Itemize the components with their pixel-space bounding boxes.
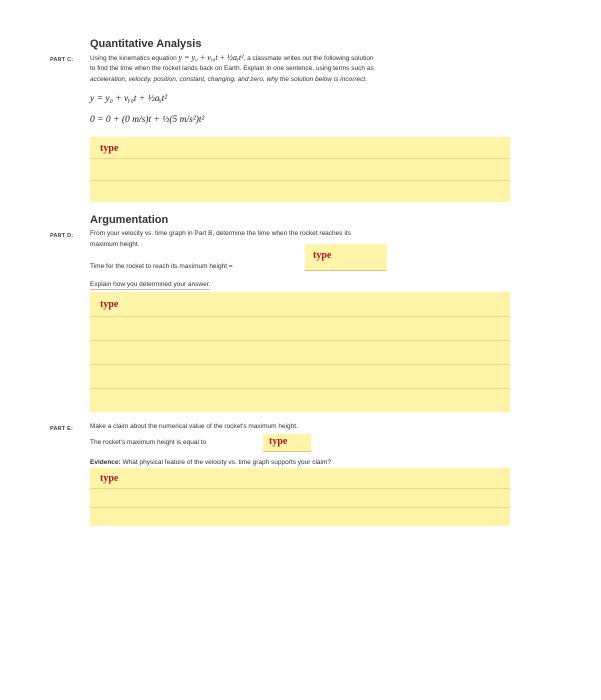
argumentation-heading: Argumentation — [90, 214, 169, 226]
height-answer-box[interactable] — [263, 434, 311, 452]
part-e-type-placeholder[interactable]: type — [100, 473, 119, 484]
part-c-line1-before: Using the kinematics equation — [90, 55, 177, 62]
part-c-line1-after: , a classmate writes out the following solution — [243, 55, 374, 62]
evidence-line — [90, 458, 331, 468]
part-c-line1 — [90, 53, 374, 64]
part-d-line2: maximum height. — [90, 241, 140, 248]
part-c-line2: to find the time when the rocket lands back on Earth. Explain in one sentence, using terms such as — [90, 65, 374, 72]
part-e-claim: Make a claim about the numerical value of the rocket's maximum height. — [90, 423, 298, 430]
equation-substituted: 0 = 0 + (0 m/s)t + ½(5 m/s²)t² — [90, 115, 205, 125]
part-d-line1: From your velocity vs. time graph in Part B, determine the time when the rocket reaches its — [90, 230, 351, 237]
kinematics-equation-inline: y = y₀ + vᵧ₀t + ½aᵧt² — [178, 53, 244, 62]
part-e-label: PART E: — [50, 426, 73, 432]
part-c-line3: acceleration, velocity, position, constant, changing, and zero, why the solution below is incorrect. — [90, 76, 368, 83]
height-type-placeholder[interactable]: type — [269, 436, 288, 447]
part-d-type-placeholder[interactable]: type — [100, 299, 119, 310]
part-c-type-placeholder[interactable]: type — [100, 143, 119, 154]
height-label: The rocket's maximum height is equal to — [90, 439, 207, 446]
time-type-placeholder[interactable]: type — [313, 250, 332, 261]
time-answer-box[interactable] — [305, 244, 387, 271]
evidence-label: Evidence: — [90, 459, 121, 466]
part-e-answer-box[interactable] — [90, 468, 510, 526]
evidence-text: What physical feature of the velocity vs. time graph supports your claim? — [122, 459, 331, 466]
part-d-answer-box[interactable] — [90, 292, 510, 412]
time-label: Time for the rocket to reach its maximum height = — [90, 263, 233, 270]
equation-general: y = y₀ + vᵧ₀t + ½aᵧt² — [90, 94, 168, 104]
quantitative-heading: Quantitative Analysis — [90, 38, 202, 50]
explain-label: Explain how you determined your answer. — [90, 281, 211, 288]
part-c-label: PART C: — [50, 57, 74, 63]
part-d-label: PART D: — [50, 233, 74, 239]
part-c-answer-box[interactable] — [90, 137, 510, 202]
